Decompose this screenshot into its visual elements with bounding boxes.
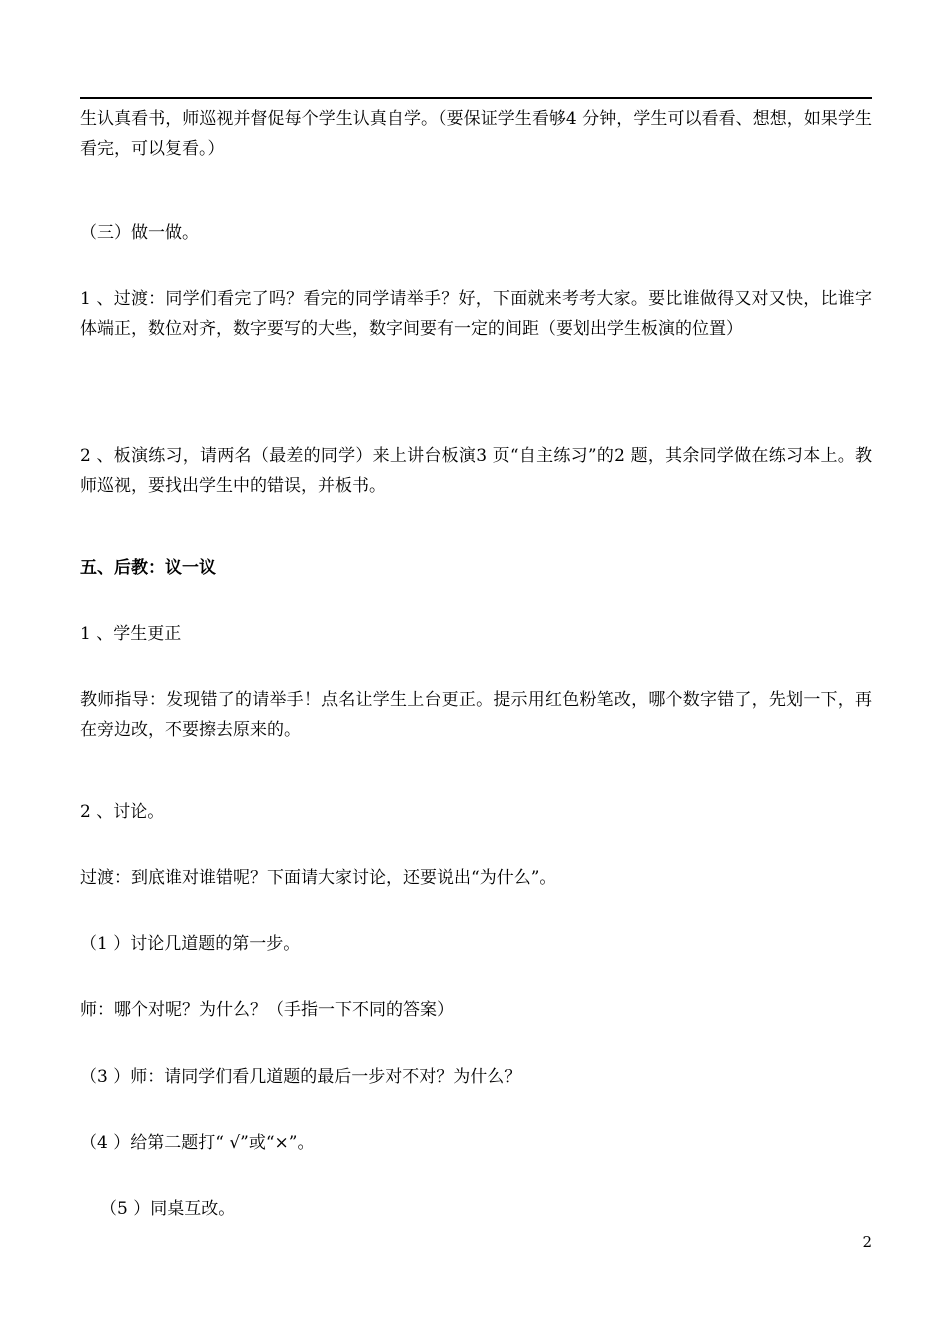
paragraph-self-study-supervision: 生认真看书，师巡视并督促每个学生认真自学。（要保证学生看够4 分钟，学生可以看看、想想，如果学生看完，可以复看。） xyxy=(80,109,872,159)
paragraph-transition-1: 1 、过渡：同学们看完了吗？看完的同学请举手？好，下面就来考考大家。要比谁做得又对又快，比谁字体端正，数位对齐，数字要写的大些，数字间要有一定的间距（要划出学生板演的位置） xyxy=(80,289,872,339)
paragraph-teacher-guidance: 教师指导：发现错了的请举手！点名让学生上台更正。提示用红色粉笔改，哪个数字错了，先划一下，再在旁边改，不要擦去原来的。 xyxy=(80,690,872,740)
section-heading-discuss: 五、后教：议一议 xyxy=(80,558,216,578)
header-rule xyxy=(80,97,872,99)
paragraph-discussion: 2 、讨论。 xyxy=(80,802,165,822)
paragraph-step-1: （1 ）讨论几道题的第一步。 xyxy=(80,934,301,954)
paragraph-student-correction: 1 、学生更正 xyxy=(80,624,182,644)
paragraph-teacher-question: 师：哪个对呢？为什么？（手指一下不同的答案） xyxy=(80,1000,454,1020)
paragraph-discussion-transition: 过渡：到底谁对谁错呢？下面请大家讨论，还要说出“为什么”。 xyxy=(80,868,557,888)
paragraph-step-3: （3 ）师：请同学们看几道题的最后一步对不对？为什么？ xyxy=(80,1067,522,1087)
paragraph-board-practice-2: 2 、板演练习，请两名（最差的同学）来上讲台板演3 页“自主练习”的2 题，其余同学做在练习本上。教师巡视，要找出学生中的错误，并板书。 xyxy=(80,446,872,496)
page-number: 2 xyxy=(862,1233,872,1251)
paragraph-step-5: （5 ）同桌互改。 xyxy=(100,1199,236,1219)
paragraph-step-4: （4 ）给第二题打“ √”或“×”。 xyxy=(80,1133,315,1153)
section-heading-do-it: （三）做一做。 xyxy=(80,223,199,243)
